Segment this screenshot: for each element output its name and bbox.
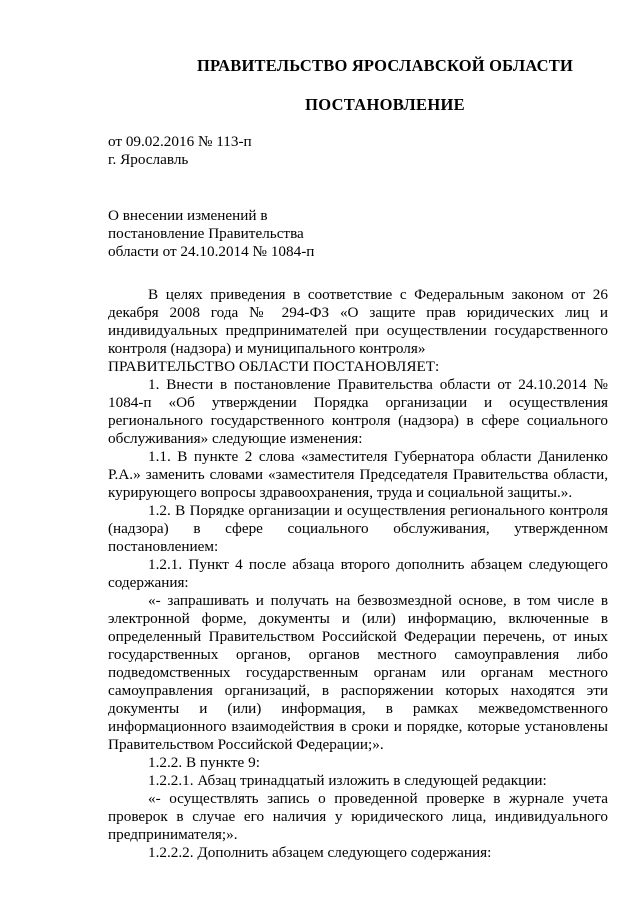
subject-line-3: области от 24.10.2014 № 1084-п	[108, 243, 315, 260]
city: г. Ярославль	[108, 151, 189, 168]
preamble-paragraph: В целях приведения в соответствие с Федеральным законом от 26 декабря 2008 года № 294-ФЗ «О защите прав юридических лиц и индивидуальных предпринимателей при осуществлении государственного контроля (надзора) и муниципального контроля»	[108, 286, 608, 357]
subject-line-1: О внесении изменений в	[108, 207, 268, 224]
document-type-heading: ПОСТАНОВЛЕНИЕ	[305, 95, 465, 114]
paragraph-1-2-2-1: 1.2.2.1. Абзац тринадцатый изложить в следующей редакции:	[148, 772, 547, 789]
document-subject	[108, 207, 368, 261]
resolves-line: ПРАВИТЕЛЬСТВО ОБЛАСТИ ПОСТАНОВЛЯЕТ:	[108, 358, 440, 375]
quote-2: «- осуществлять запись о проведенной проверке в журнале учета проверок в случае его наличия у юридического лица, индивидуального предпринимателя;».	[108, 790, 608, 843]
document-meta	[108, 133, 408, 169]
paragraph-1-2-2: 1.2.2. В пункте 9:	[148, 754, 260, 771]
government-title: ПРАВИТЕЛЬСТВО ЯРОСЛАВСКОЙ ОБЛАСТИ	[196, 56, 574, 75]
quote-1: «- запрашивать и получать на безвозмездной основе, в том числе в электронной форме, документы и (или) информацию, включенные в определенный Правительством Российской Федерации перечень, от иных государственных органов, органов местного самоуправления либо подведомственных государственным органам или органам местного самоуправления организаций, в распоряжении которых находятся эти документы и (или) информация, в рамках межведомственного информационного взаимодействия в сроки и порядке, которые установлены Правительством Российской Федерации;».	[108, 592, 608, 753]
date-number: от 09.02.2016 № 113-п	[108, 133, 252, 150]
paragraph-1-1: 1.1. В пункте 2 слова «заместителя Губернатора области Даниленко Р.А.» заменить словами «заместителя Председателя Правительства области, курирующего вопросы здравоохранения, труда и социальной защиты.».	[108, 448, 608, 501]
paragraph-1-2-2-2: 1.2.2.2. Дополнить абзацем следующего содержания:	[148, 844, 492, 861]
paragraph-1: 1. Внести в постановление Правительства области от 24.10.2014 № 1084-п «Об утверждении Порядка организации и осуществления регионального государственного контроля (надзора) в сфере социального обслуживания» следующие изменения:	[108, 376, 608, 447]
paragraph-1-2-1: 1.2.1. Пункт 4 после абзаца второго дополнить абзацем следующего содержания:	[108, 556, 608, 591]
subject-line-2: постановление Правительства	[108, 225, 304, 242]
document-body	[108, 286, 608, 862]
paragraph-1-2: 1.2. В Порядке организации и осуществления регионального контроля (надзора) в сфере социального обслуживания, утвержденном постановлением:	[108, 502, 608, 555]
